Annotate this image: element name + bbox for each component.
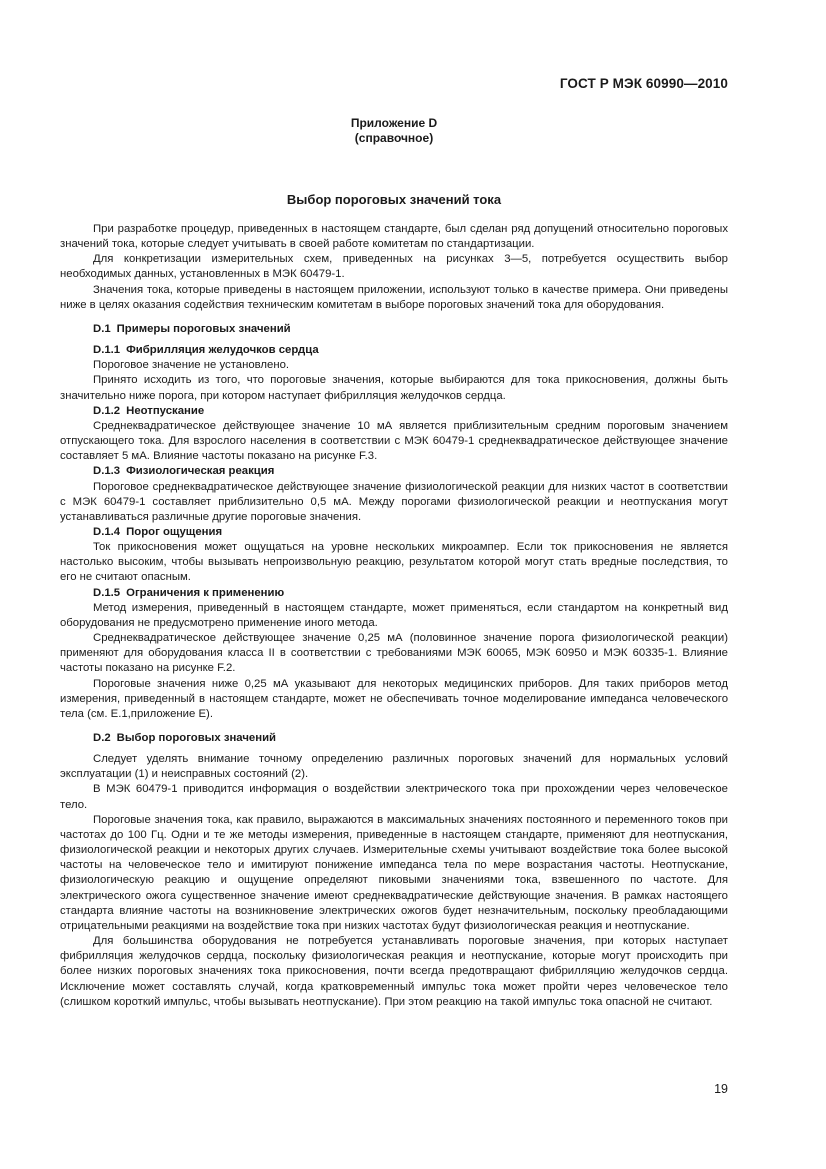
document-page xyxy=(60,0,728,1169)
subsection-heading-d1-3: D.1.3 Физиологическая реакция xyxy=(93,465,275,478)
subsection-heading-d1-5: D.1.5 Ограничения к применению xyxy=(93,586,285,599)
paragraph: Ток прикосновения может ощущаться на уровне нескольких микроампер. Если ток прикосновения не является настолько высоким, чтобы вызывать непроизвольную реакцию, результатом которой могут стать вредные последствия, то его не считают опасным. xyxy=(60,541,728,584)
paragraph: Для большинства оборудования не потребуется устанавливать пороговые значения, при которых наступает фибрилляция желудочков сердца, поскольку физиологическая реакция и неотпускание, которые могут происходить при более низких пороговых значениях тока прикосновения, почти всегда предотвращают фибрилляцию желудочков сердца. Исключение может составлять случай, когда кратковременный импульс тока может пройти через человеческое тело (слишком короткий импульс, чтобы вызывать неотпускание). При этом реакцию на такой импульс тока опасной не считают. xyxy=(60,935,728,1008)
paragraph: Среднеквадратическое действующее значение 10 мА является приблизительным средним пороговым значением отпускающего тока. Для взрослого населения в соответствии с МЭК 60479-1 среднеквадратическое действующее значение составляет 5 мА. Влияние частоты показано на рисунке F.3. xyxy=(60,419,728,463)
subsection-heading-d1-2: D.1.2 Неотпускание xyxy=(93,404,205,417)
subsection-heading-d1-4: D.1.4 Порог ощущения xyxy=(93,525,223,538)
paragraph: Пороговое среднеквадратическое действующее значение физиологической реакции для низких частот в соответствии с МЭК 60479-1 составляет приблизительно 0,5 мА. Между порогами физиологической реакции и неотпускания могут устанавливаться различные другие пороговые значения. xyxy=(60,480,728,523)
paragraph: Среднеквадратическое действующее значение 0,25 мА (половинное значение порога физиологической реакции) применяют для оборудования класса II в соответствии с требованиями МЭК 60065, МЭК 60950 и МЭК 60335-1. Влияние частоты показано на рисунке F.2. xyxy=(60,632,728,675)
section-heading-d1: D.1 Примеры пороговых значений xyxy=(93,322,291,335)
appendix-subtitle: (справочное) xyxy=(354,131,434,145)
paragraph: Пороговые значения тока, как правило, выражаются в максимальных значениях постоянного и переменного токов при частотах до 100 Гц. Одни и те же методы измерения, приведенные в настоящем стандарте, применяют для неотпускания, физиологической реакции и некоторых других случаев. Измерительные схемы учитывают воздействие тока более высокой частоты на человеческое тело и имитируют понижение импеданса тела по мере возрастания частоты. Неотпускание, физиологическую реакцию и ощущение определяют пиковыми значениями тока, взвешенного по частоте. Для электрического ожога существенное значение имеют среднеквадратические действующие значения. В рамках настоящего стандарта влияние частоты на возникновение электрических ожогов будет незначительным, поскольку преобладающими отрицательными реакциями на воздействие тока при низких частотах будут физиологическая реакция и неотпускание. xyxy=(60,813,728,932)
paragraph: Значения тока, которые приведены в настоящем приложении, используют только в качестве примера. Они приведены ниже в целях оказания содействия техническим комитетам в выборе пороговых значений тока для оборудования. xyxy=(60,283,728,311)
paragraph: Пороговое значение не установлено. xyxy=(93,359,290,372)
paragraph: Метод измерения, приведенный в настоящем стандарте, может применяться, если стандартом на конкретный вид оборудования не предусмотрено применение иного метода. xyxy=(60,601,728,629)
paragraph: В МЭК 60479-1 приводится информация о воздействии электрического тока при прохождении через человеческое тело. xyxy=(60,783,728,811)
standard-header: ГОСТ Р МЭК 60990—2010 xyxy=(559,76,728,91)
paragraph: Следует уделять внимание точному определению различных пороговых значений для нормальных условий эксплуатации (1) и неисправных состояний (2). xyxy=(60,753,728,781)
subsection-heading-d1-1: D.1.1 Фибрилляция желудочков сердца xyxy=(93,344,319,357)
paragraph: При разработке процедур, приведенных в настоящем стандарте, был сделан ряд допущений относительно пороговых значений тока, которые следует учитывать в своей работе комитетам по стандартизации. xyxy=(60,223,728,251)
paragraph: Пороговые значения ниже 0,25 мА указывают для некоторых медицинских приборов. Для таких приборов метод измерения, приведенный в настоящем стандарте, может не обеспечивать точное моделирование импеданса человеческого тела (см. Е.1,приложение Е). xyxy=(60,677,728,720)
paragraph: Для конкретизации измерительных схем, приведенных на рисунках 3—5, потребуется осуществить выбор необходимых данных, установленных в МЭК 60479-1. xyxy=(60,253,728,281)
paragraph: Принято исходить из того, что пороговые значения, которые выбираются для тока прикосновения, должны быть значительно ниже порога, при котором наступает фибрилляция желудочков сердца. xyxy=(60,374,728,402)
section-heading-d2: D.2 Выбор пороговых значений xyxy=(93,732,277,744)
appendix-heading xyxy=(60,116,728,146)
document-title: Выбор пороговых значений тока xyxy=(286,192,502,207)
page-number: 19 xyxy=(714,1082,728,1096)
appendix-title: Приложение D xyxy=(350,116,438,130)
document-body xyxy=(60,222,728,1010)
